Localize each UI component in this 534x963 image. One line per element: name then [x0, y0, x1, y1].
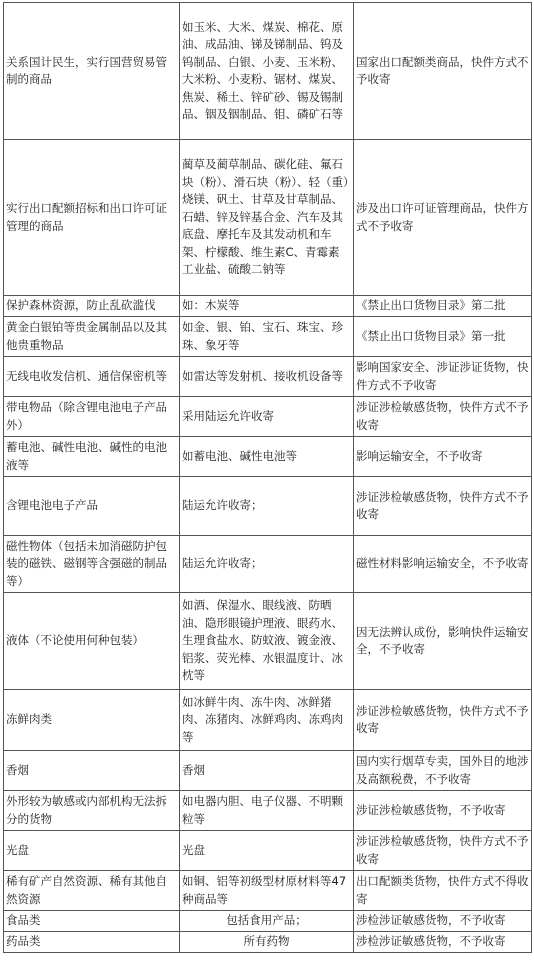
examples-cell: 如雷达等发射机、接收机设备等 [180, 357, 354, 397]
reason-cell: 涉检涉证敏感货物，不予收寄 [354, 911, 532, 932]
examples-cell: 如铜、铝等初级型材原材料等47种商品等 [180, 871, 354, 911]
examples-cell: 陆运允许收寄； [180, 536, 354, 593]
category-cell: 液体（不论使用何种包装） [4, 593, 180, 690]
table-row [4, 751, 532, 791]
table-row [4, 593, 532, 690]
category-cell: 带电物品（除含锂电池电子产品外） [4, 397, 180, 437]
table-row [4, 831, 532, 871]
reason-cell: 涉检涉证敏感货物，不予收寄 [354, 932, 532, 953]
examples-cell: 光盘 [180, 831, 354, 871]
table-row [4, 437, 532, 477]
examples-cell: 如：木炭等 [180, 296, 354, 317]
category-cell: 稀有矿产自然资源、稀有其他自然资源 [4, 871, 180, 911]
reason-cell: 《禁止出口货物目录》第一批 [354, 317, 532, 357]
category-cell: 含锂电池电子产品 [4, 477, 180, 536]
reason-cell: 影响国家安全、涉证涉证货物，快件方式不予收寄 [354, 357, 532, 397]
examples-cell: 如金、银、铂、宝石、珠宝、珍珠、象牙等 [180, 317, 354, 357]
table-row [4, 477, 532, 536]
category-cell: 香烟 [4, 751, 180, 791]
table-row [4, 871, 532, 911]
table-row [4, 690, 532, 751]
examples-cell: 如蓄电池、碱性电池等 [180, 437, 354, 477]
category-cell: 保护森林资源，防止乱砍滥伐 [4, 296, 180, 317]
reason-cell: 《禁止出口货物目录》第二批 [354, 296, 532, 317]
table-row [4, 317, 532, 357]
table-row [4, 911, 532, 932]
examples-cell: 如酒、保湿水、眼线液、防晒油、隐形眼镜护理液、眼药水、生理食盐水、防蚊液、镀金液、铝浆、荧光棒、水银温度计、冰枕等 [180, 593, 354, 690]
category-cell: 实行出口配额招标和出口许可证管理的商品 [4, 140, 180, 296]
category-cell: 磁性物体（包括未加消磁防护包装的磁铁、磁钢等含强磁的制品等） [4, 536, 180, 593]
category-cell: 药品类 [4, 932, 180, 953]
reason-cell: 涉证涉检敏感货物，不予收寄 [354, 791, 532, 831]
reason-cell: 因无法辨认成份，影响快件运输安全，不予收寄 [354, 593, 532, 690]
reason-cell: 涉证涉检敏感货物，快件方式不予收寄 [354, 831, 532, 871]
table-row [4, 140, 532, 296]
examples-cell: 蔺草及蔺草制品、碳化硅、氟石块（粉）、滑石块（粉）、轻（重）烧镁、矾土、甘草及甘草制品、石蜡、锌及锌基合金、汽车及其底盘、摩托车及其发动机和车架、柠檬酸、维生素C、青霉素工业盐、硫酸二钠等 [180, 140, 354, 296]
reason-cell: 国家出口配额类商品，快件方式不予收寄 [354, 3, 532, 140]
reason-cell: 涉证涉检敏感货物，快件方式不予收寄 [354, 397, 532, 437]
category-cell: 外形较为敏感或内部机构无法拆分的货物 [4, 791, 180, 831]
examples-cell: 香烟 [180, 751, 354, 791]
examples-cell: 采用陆运允许收寄 [180, 397, 354, 437]
reason-cell: 涉及出口许可证管理商品，快件方式不予收寄 [354, 140, 532, 296]
table-body [4, 3, 532, 953]
table-row [4, 397, 532, 437]
category-cell: 冻鲜肉类 [4, 690, 180, 751]
category-cell: 无线电收发信机、通信保密机等 [4, 357, 180, 397]
category-cell: 黄金白银铂等贵金属制品以及其他贵重物品 [4, 317, 180, 357]
reason-cell: 国内实行烟草专卖，国外目的地涉及高额税费，不予收寄 [354, 751, 532, 791]
table-row [4, 536, 532, 593]
examples-cell: 陆运允许收寄； [180, 477, 354, 536]
table-row [4, 357, 532, 397]
reason-cell: 磁性材料影响运输安全，不予收寄 [354, 536, 532, 593]
category-cell: 食品类 [4, 911, 180, 932]
reason-cell: 涉证涉检敏感货物，快件方式不予收寄 [354, 690, 532, 751]
reason-cell: 出口配额类货物，快件方式不得收寄 [354, 871, 532, 911]
category-cell: 关系国计民生，实行国营贸易管制的商品 [4, 3, 180, 140]
examples-cell: 所有药物 [180, 932, 354, 953]
table-row [4, 791, 532, 831]
category-cell: 蓄电池、碱性电池、碱性的电池液等 [4, 437, 180, 477]
reason-cell: 涉证涉检敏感货物，快件方式不予收寄 [354, 477, 532, 536]
examples-cell: 如玉米、大米、煤炭、棉花、原油、成品油、锑及锑制品、钨及钨制品、白银、小麦、玉米粉、大米粉、小麦粉、锯材、煤炭、焦炭、稀土、锌矿砂、锡及锡制品、铟及铟制品、钼、磷矿石等 [180, 3, 354, 140]
table-row [4, 296, 532, 317]
reason-cell: 影响运输安全，不予收寄 [354, 437, 532, 477]
table-row [4, 932, 532, 953]
examples-cell: 包括食用产品； [180, 911, 354, 932]
table-row [4, 3, 532, 140]
category-cell: 光盘 [4, 831, 180, 871]
prohibited-items-table [3, 2, 532, 953]
examples-cell: 如电器内胆、电子仪器、不明颗粒等 [180, 791, 354, 831]
examples-cell: 如冰鲜牛肉、冻牛肉、冰鲜猪肉、冻猪肉、冰鲜鸡肉、冻鸡肉等 [180, 690, 354, 751]
